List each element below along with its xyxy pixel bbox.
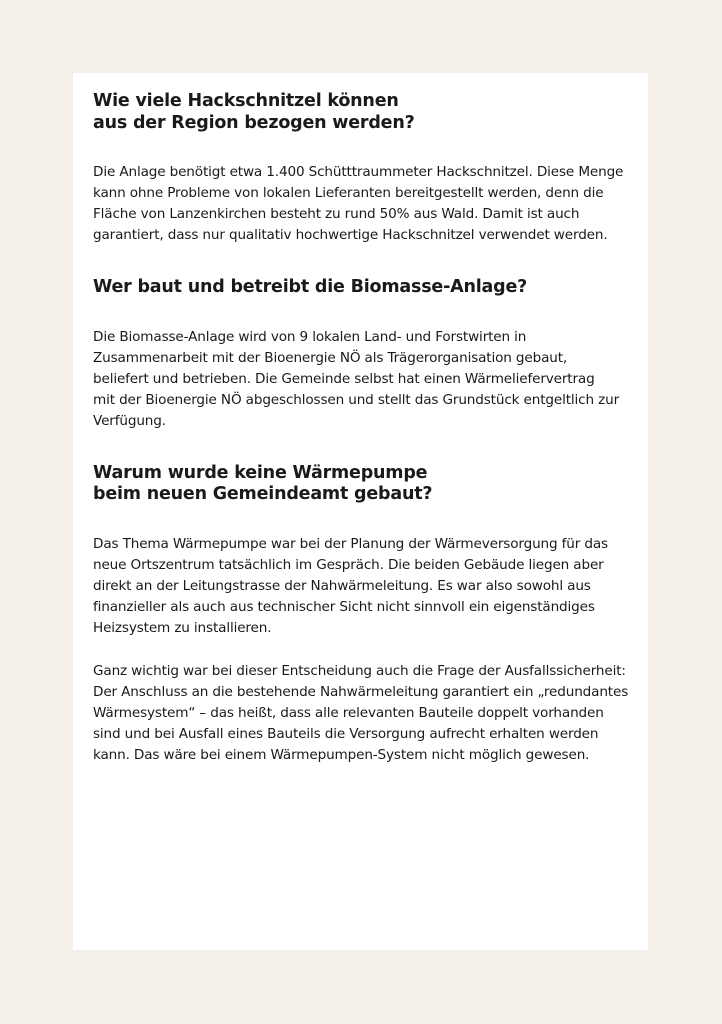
text-line: beliefert und betrieben. Die Gemeinde selbst hat einen Wärmeliefervertrag <box>93 370 595 387</box>
section-heading-waermepumpe <box>93 463 638 506</box>
paragraph-hackschnitzel <box>93 162 638 246</box>
document-content <box>93 91 638 766</box>
text-line: Heizsystem zu installieren. <box>93 619 272 636</box>
text-line: garantiert, dass nur qualitativ hochwertige Hackschnitzel verwendet werden. <box>93 227 608 243</box>
text-line: Die Biomasse-Anlage wird von 9 lokalen Land- und Forstwirten in <box>93 328 527 345</box>
text-line: kann ohne Probleme von lokalen Lieferanten bereitgestellt werden, denn die <box>93 185 604 201</box>
section-heading-hackschnitzel <box>93 91 638 134</box>
text-line: Wärmesystem“ – das heißt, dass alle relevanten Bauteile doppelt vorhanden <box>93 704 604 721</box>
paragraph-waermepumpe-planung <box>93 534 638 639</box>
text-line: mit der Bioenergie NÖ abgeschlossen und stellt das Grundstück entgeltlich zur <box>93 391 620 408</box>
section-heading-betreiber <box>93 277 638 299</box>
heading-line: Wie viele Hackschnitzel können <box>93 91 399 111</box>
text-line: finanzieller als auch aus technischer Sicht nicht sinnvoll ein eigenständiges <box>93 598 595 615</box>
paragraph-betreiber <box>93 327 638 432</box>
heading-line: Wer baut und betreibt die Biomasse-Anlage? <box>93 277 528 297</box>
text-line: sind und bei Ausfall eines Bauteils die Versorgung aufrecht erhalten werden <box>93 725 599 742</box>
text-line: Fläche von Lanzenkirchen besteht zu rund 50% aus Wald. Damit ist auch <box>93 206 580 222</box>
text-line: Verfügung. <box>93 412 166 429</box>
heading-line: Warum wurde keine Wärmepumpe <box>93 462 428 483</box>
heading-line: beim neuen Gemeindeamt gebaut? <box>93 484 433 504</box>
heading-line: aus der Region bezogen werden? <box>93 112 415 133</box>
text-line: Die Anlage benötigt etwa 1.400 Schütttraummeter Hackschnitzel. Diese Menge <box>93 164 624 180</box>
text-line: neue Ortszentrum tatsächlich im Gespräch. Die beiden Gebäude liegen aber <box>93 556 604 573</box>
text-line: Ganz wichtig war bei dieser Entscheidung auch die Frage der Ausfallssicherheit: <box>93 662 626 679</box>
text-line: Das Thema Wärmepumpe war bei der Planung der Wärmeversorgung für das <box>93 535 608 552</box>
paragraph-ausfallssicherheit <box>93 661 638 766</box>
text-line: Zusammenarbeit mit der Bioenergie NÖ als Trägerorganisation gebaut, <box>93 349 568 366</box>
document-page <box>73 73 648 950</box>
text-line: direkt an der Leitungstrasse der Nahwärmeleitung. Es war also sowohl aus <box>93 577 591 594</box>
text-line: Der Anschluss an die bestehende Nahwärmeleitung garantiert ein „redundantes <box>93 683 629 700</box>
text-line: kann. Das wäre bei einem Wärmepumpen-System nicht möglich gewesen. <box>93 746 590 763</box>
